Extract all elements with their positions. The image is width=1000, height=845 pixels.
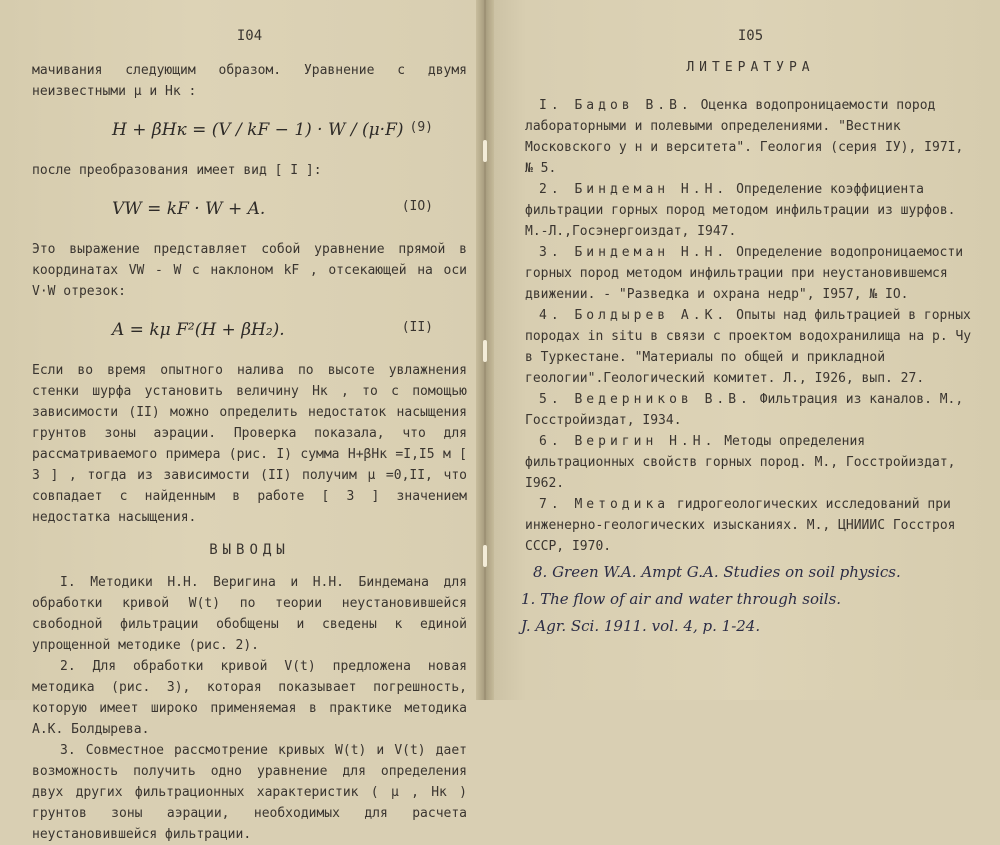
reference-item xyxy=(525,179,976,242)
binding-stitch xyxy=(483,340,487,362)
formula-11-expression: A = kμ F²(H + βH₂). xyxy=(112,320,285,340)
formula-11 xyxy=(32,308,467,354)
conclusion-3: 3. Совместное рассмотрение кривых W(t) и V(t) дает возможность получить одно уравнение для определения двух других фильтрационных характеристик ( μ , Hк ) грунтов зоны аэрации, необходимых для расчета неустановившейся фильтрации. xyxy=(32,743,467,842)
reference-author: 6. Веригин Н.Н. xyxy=(539,434,717,449)
formula-9 xyxy=(32,108,467,154)
formula-10-expression: VW = kF · W + A. xyxy=(112,199,266,219)
reference-text: Фильтрация из каналов. М., Госстройиздат, I934. xyxy=(525,392,964,428)
reference-author: 7. Методика xyxy=(539,497,670,512)
reference-item xyxy=(525,242,976,305)
reference-text: Опыты над фильтрацией в горных породах in situ в связи с проектом водохранилища на р. Чу в Туркестане. "Материалы по общей и прикладной геологии".Геологический комитет. Л., I926, вып. 27. xyxy=(525,308,972,386)
reference-author: 2. Биндеман Н.Н. xyxy=(539,182,729,197)
reference-item xyxy=(525,389,976,431)
reference-item xyxy=(525,305,976,389)
conclusion-2: 2. Для обработки кривой V(t) предложена новая методика (рис. 3), которая показывает погрешность, которую имеет широко применяемая в практике методика А.К. Болдырева. xyxy=(32,659,467,737)
formula-9-expression: H + βHк = (V / kF − 1) · W / (μ·F) xyxy=(112,120,404,140)
formula-10 xyxy=(32,187,467,233)
handwritten-reference-line-1: 8. Green W.A. Ampt G.A. Studies on soil physics. xyxy=(533,563,901,581)
page-number-left: I04 xyxy=(236,28,263,44)
reference-text: Оценка водопроницаемости пород лабораторными и полевыми определениями. "Вестник Московского у н и верситета". Геология (серия IУ), I97I, № 5. xyxy=(525,98,964,176)
literature-title: ЛИТЕРАТУРА xyxy=(686,60,815,75)
reference-item xyxy=(525,494,976,557)
conclusion-1: I. Методики Н.Н. Веригина и Н.Н. Биндемана для обработки кривой W(t) по теории неустановившейся свободной фильтрации обобщены и сведены к единой упрощенной методике (рис. 2). xyxy=(32,575,467,653)
reference-author: 5. Ведерников В.В. xyxy=(539,392,752,407)
intro-text: мачивания следующим образом. Уравнение с двумя неизвестными μ и Hк : xyxy=(32,63,467,99)
right-page xyxy=(485,0,1000,700)
reference-list xyxy=(525,95,976,557)
formula-11-number: (II) xyxy=(401,320,433,335)
after-formula-10-text: Это выражение представляет собой уравнение прямой в координатах VW - W с наклоном kF , отсекающей на оси V·W отрезок: xyxy=(32,242,467,299)
conclusions-heading: ВЫВОДЫ xyxy=(209,542,290,558)
binding-stitch xyxy=(483,545,487,567)
left-page xyxy=(0,0,485,842)
formula-10-number: (IO) xyxy=(401,199,433,214)
page-number-right: I05 xyxy=(737,28,764,44)
reference-author: 3. Биндеман Н.Н. xyxy=(539,245,729,260)
binding-stitch xyxy=(483,140,487,162)
main-paragraph: Если во время опытного налива по высоте увлажнения стенки шурфа установить величину Hк , то с помощью зависимости (II) можно определить недостаток насыщения грунтов зоны аэрации. Проверка показала, что для рассматриваемого примера (рис. I) сумма H+βHк =I,I5 м [ 3 ] , тогда из зависимости (II) получим μ =0,II, что совпадает с найденным в работе [ 3 ] значением недостатка насыщения. xyxy=(32,363,467,525)
reference-text: Определение коэффициента фильтрации горных пород методом инфильтрации из шурфов. М.-Л.,Госэнергоиздат, I947. xyxy=(525,182,956,239)
handwritten-reference-line-3: J. Agr. Sci. 1911. vol. 4, p. 1-24. xyxy=(521,617,761,635)
handwritten-reference-line-2: 1. The flow of air and water through soils. xyxy=(521,590,842,608)
reference-item xyxy=(525,431,976,494)
reference-text: Методы определения фильтрационных свойств горных пород. М., Госстройиздат, I962. xyxy=(525,434,956,491)
reference-author: I. Бадов В.В. xyxy=(539,98,693,113)
reference-text: гидрогеологических исследований при инженерно-геологических изысканиях. М., ЦНИИИС Госстроя СССР, I970. xyxy=(525,497,956,554)
after-formula-9-text: после преобразования имеет вид [ I ]: xyxy=(32,163,322,178)
reference-author: 4. Болдырев А.К. xyxy=(539,308,729,323)
reference-text: Определение водопроницаемости горных пород методом инфильтрации при неустановившемся движении. - "Разведка и охрана недр", I957, № IO. xyxy=(525,245,964,302)
formula-9-number: (9) xyxy=(409,120,433,135)
reference-item xyxy=(525,95,976,179)
